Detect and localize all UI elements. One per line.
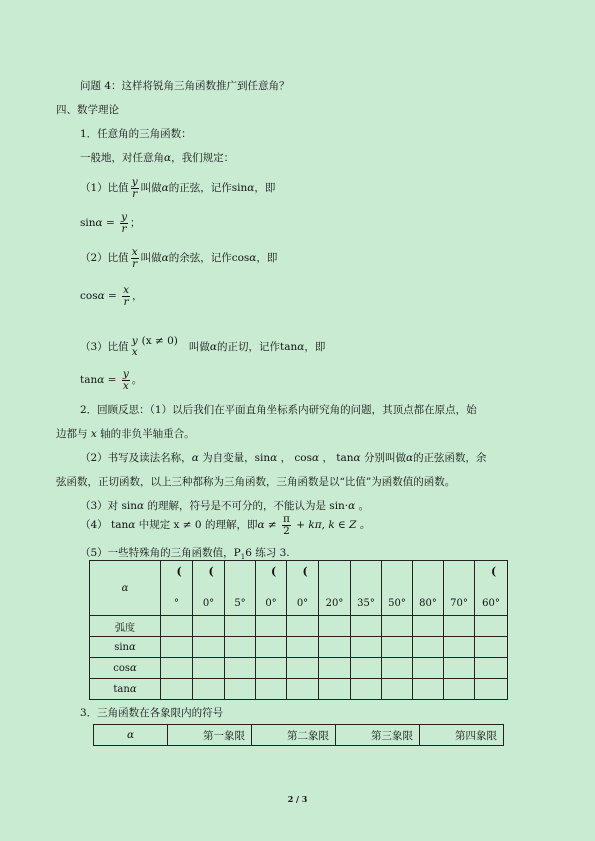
- angle-cell: ( °: [161, 561, 193, 616]
- sine-definition: （1）比值 $\frac{y}{r}$ 叫做α的正弦，记作sinα，即: [80, 175, 276, 200]
- naming-paragraph-line2: 弦函数，正切函数，以上三种都称为三角函数，三角函数是以“比值”为函数值的函数。: [56, 476, 456, 488]
- tangent-definition: （3）比值 y (x ≠ 0) x 叫做α的正切，记作tanα，即: [80, 335, 326, 358]
- quadrant-header: 第三象限: [336, 725, 420, 746]
- angle-cell: ( 60°: [475, 561, 508, 616]
- angle-cell: ( 0°: [287, 561, 319, 616]
- table-row-cos: [90, 658, 508, 679]
- table-row-sin: [90, 637, 508, 658]
- angle-cell: ( 0°: [256, 561, 287, 616]
- angle-cell: 70°: [444, 561, 475, 616]
- naming-paragraph-line1: （2）书写及读法名称，α 为自变量，sinα ， cosα ， tanα 分别叫做α的正弦函数，余: [80, 452, 487, 464]
- table-row-radian: [90, 616, 508, 637]
- alpha-header-cell: α: [90, 561, 161, 616]
- table-row-tan: [90, 679, 508, 700]
- cosine-definition: （2）比值 $\frac{x}{r}$ 叫做α的余弦，记作cosα，即: [80, 245, 278, 270]
- section-heading-math-theory: 四、数学理论: [56, 104, 119, 116]
- cosine-formula: cosα = $\frac{x}{r}$ ，: [80, 283, 143, 308]
- quadrant-sign-table: [93, 724, 504, 746]
- quadrant-header: 第四象限: [420, 725, 504, 746]
- row-label: sinα: [90, 637, 161, 658]
- question-4: 问题 4：这样将锐角三角函数推广到任意角？: [80, 80, 290, 92]
- row-label: cosα: [90, 658, 161, 679]
- angle-cell: 80°: [413, 561, 444, 616]
- reflection-paragraph-line2: 边都与 x 轴的非负半轴重合。: [56, 428, 195, 440]
- quadrant-header: 第二象限: [252, 725, 336, 746]
- quadrant-sign-heading: 3．三角函数在各象限内的符号: [80, 707, 224, 719]
- angle-cell: 35°: [351, 561, 382, 616]
- page-number: 2 / 3: [287, 794, 308, 804]
- row-label: tanα: [90, 679, 161, 700]
- angle-cell: 5°: [225, 561, 256, 616]
- alpha-header-cell: α: [94, 725, 168, 746]
- tangent-formula: tanα = $\frac{y}{x}$ 。: [80, 367, 143, 392]
- special-angles-caption: （5）一些特殊角的三角函数值，$P_16$ 练习 3.: [80, 547, 290, 562]
- tangent-domain-note: （4） tanα 中规定 x ≠ 0 的理解，即α ≠ $\frac{\pi}{2}$ + kπ, k ∈ Z 。: [80, 512, 371, 537]
- table-row: [94, 725, 504, 746]
- quadrant-header: 第一象限: [168, 725, 252, 746]
- definition-intro: 一般地，对任意角α，我们规定：: [80, 152, 235, 164]
- angle-cell: 20°: [319, 561, 351, 616]
- sine-notation-note: （3）对 sinα 的理解，符号是不可分的，不能认为是 sin·α 。: [80, 500, 370, 512]
- table-header-row: [90, 561, 508, 616]
- subsection-arbitrary-angle: 1．任意角的三角函数：: [80, 128, 192, 140]
- sine-formula: sinα = $\frac{y}{r}$ ；: [80, 210, 141, 235]
- angle-cell: 50°: [382, 561, 413, 616]
- angle-cell: ( 0°: [193, 561, 225, 616]
- row-label: 弧度: [90, 616, 161, 637]
- reflection-paragraph-line1: 2．回顾反思：（1）以后我们在平面直角坐标系内研究角的问题，其顶点都在原点，始: [80, 404, 477, 416]
- special-angles-table: [89, 560, 508, 700]
